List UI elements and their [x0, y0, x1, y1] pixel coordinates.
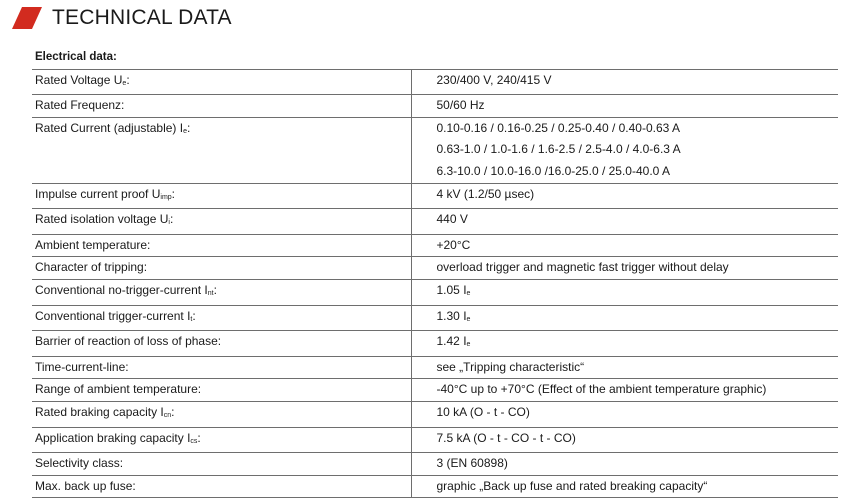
spec-label-subscript: cn — [163, 411, 172, 419]
spec-label-text: Application braking capacity I — [35, 430, 191, 445]
spec-value-text: overload trigger and magnetic fast trigger without delay — [436, 260, 729, 275]
spec-label-text: Rated braking capacity I — [35, 404, 164, 419]
spec-label — [32, 356, 411, 379]
page-title: TECHNICAL DATA — [52, 6, 232, 29]
spec-value-line — [437, 257, 839, 279]
spec-value-subscript: e — [466, 315, 471, 323]
spec-label-text: Range of ambient temperature: — [35, 382, 202, 397]
spec-value-line — [437, 331, 839, 356]
spec-label-subscript: e — [183, 127, 187, 135]
spec-value-line — [437, 357, 839, 379]
spec-value-line — [437, 453, 839, 475]
spec-value-line — [437, 70, 839, 92]
spec-label-suffix: : — [186, 120, 191, 135]
spec-value — [411, 453, 838, 476]
spec-row — [32, 209, 838, 235]
spec-label — [32, 117, 411, 183]
spec-row — [32, 331, 838, 357]
spec-label-suffix: : — [169, 212, 174, 227]
spec-label — [32, 331, 411, 357]
spec-value — [411, 117, 838, 183]
spec-label-suffix: : — [192, 308, 196, 323]
spec-value-subscript: e — [466, 341, 471, 349]
spec-label — [32, 279, 411, 305]
spec-value — [411, 401, 838, 427]
spec-value-text: 1.05 I — [436, 282, 467, 297]
spec-label-text: Barrier of reaction of loss of phase: — [35, 334, 222, 349]
spec-value-text: 6.3-10.0 / 10.0-16.0 /16.0-25.0 / 25.0-40.0 A — [436, 163, 671, 178]
spec-label-text: Rated isolation voltage U — [35, 212, 169, 227]
spec-value — [411, 356, 838, 379]
spec-label-text: Rated Current (adjustable) I — [35, 120, 184, 135]
spec-value-line — [437, 118, 839, 140]
spec-value-line — [437, 95, 839, 117]
spec-value-text: 230/400 V, 240/415 V — [436, 72, 552, 87]
spec-label-text: Rated Voltage U — [35, 72, 123, 87]
spec-label — [32, 234, 411, 257]
spec-row — [32, 379, 838, 402]
spec-label-suffix: : — [126, 72, 130, 87]
spec-row — [32, 305, 838, 331]
spec-value-text: 0.63-1.0 / 1.0-1.6 / 1.6-2.5 / 2.5-4.0 / 4.0-6.3 A — [436, 142, 681, 157]
spec-label — [32, 401, 411, 427]
spec-value — [411, 427, 838, 453]
spec-label-text: Character of tripping: — [35, 260, 148, 275]
spec-label — [32, 257, 411, 280]
spec-label-text: Conventional no-trigger-current I — [35, 282, 208, 297]
spec-value — [411, 209, 838, 235]
spec-row — [32, 69, 838, 95]
spec-row — [32, 183, 838, 209]
spec-value-line — [437, 402, 839, 424]
spec-label-suffix: : — [213, 282, 217, 297]
spec-label-subscript: nt — [207, 289, 214, 297]
spec-value-line — [437, 209, 839, 231]
spec-value-line — [437, 428, 839, 450]
spec-label-subscript: t — [190, 315, 193, 323]
spec-label — [32, 379, 411, 402]
spec-value-text: 7.5 kA (O - t - CO - t - CO) — [436, 430, 576, 445]
spec-label-text: Selectivity class: — [35, 456, 124, 471]
spec-label — [32, 95, 411, 118]
spec-value-text: 10 kA (O - t - CO) — [436, 404, 530, 419]
spec-label-text: Ambient temperature: — [35, 237, 151, 252]
spec-row — [32, 356, 838, 379]
section-label: Electrical data: — [32, 47, 411, 69]
spec-value — [411, 331, 838, 357]
spec-label-suffix: : — [197, 430, 201, 445]
spec-value-line — [437, 235, 839, 257]
section-header — [12, 5, 232, 31]
spec-label-text: Conventional trigger-current I — [35, 308, 191, 323]
spec-value-line — [437, 379, 839, 401]
spec-value-line — [437, 280, 839, 305]
spec-value-line — [437, 161, 839, 183]
spec-value-line — [437, 306, 839, 331]
spec-label-suffix: : — [171, 404, 175, 419]
spec-value — [411, 279, 838, 305]
spec-value — [411, 183, 838, 209]
spec-value-text: 50/60 Hz — [436, 98, 485, 113]
spec-row — [32, 279, 838, 305]
spec-label — [32, 427, 411, 453]
spec-label — [32, 209, 411, 235]
spec-value — [411, 257, 838, 280]
spec-label — [32, 453, 411, 476]
spec-value-line — [437, 184, 839, 206]
spec-label — [32, 183, 411, 209]
technical-data-table — [32, 47, 838, 498]
spec-label-subscript: e — [122, 79, 127, 87]
spec-value-text: +20°C — [436, 237, 471, 252]
spec-label-subscript: cs — [190, 437, 198, 445]
spec-label-text: Max. back up fuse: — [35, 478, 136, 493]
spec-row — [32, 427, 838, 453]
spec-row — [32, 453, 838, 476]
section-row — [32, 47, 838, 69]
spec-value — [411, 95, 838, 118]
spec-label — [32, 305, 411, 331]
spec-value-text: 3 (EN 60898) — [436, 456, 508, 471]
spec-value — [411, 234, 838, 257]
spec-row — [32, 234, 838, 257]
red-slash-icon — [12, 7, 42, 29]
spec-label-text: Time-current-line: — [35, 359, 129, 374]
spec-label-subscript: i — [168, 219, 170, 227]
spec-value-text: 0.10-0.16 / 0.16-0.25 / 0.25-0.40 / 0.40-0.63 A — [436, 120, 681, 135]
spec-value-text: 4 kV (1.2/50 µsec) — [436, 186, 535, 201]
spec-value-text: 440 V — [436, 212, 468, 227]
section-spacer — [411, 47, 838, 69]
spec-value-text: 1.30 I — [436, 308, 467, 323]
spec-row — [32, 401, 838, 427]
spec-value — [411, 69, 838, 95]
spec-label-subscript: imp — [160, 193, 172, 201]
spec-value-subscript: e — [466, 289, 471, 297]
spec-value-text: 1.42 I — [436, 334, 467, 349]
spec-label-text: Impulse current proof U — [35, 186, 161, 201]
spec-value — [411, 379, 838, 402]
spec-label-suffix: : — [171, 186, 176, 201]
spec-value-line — [437, 139, 839, 161]
spec-value — [411, 305, 838, 331]
spec-value-text: see „Tripping characteristic“ — [436, 359, 585, 374]
spec-label — [32, 69, 411, 95]
spec-row — [32, 95, 838, 118]
spec-row — [32, 117, 838, 183]
spec-row — [32, 257, 838, 280]
spec-value-text: graphic „Back up fuse and rated breaking capacity“ — [436, 478, 708, 493]
spec-value-text: -40°C up to +70°C (Effect of the ambient temperature graphic) — [436, 382, 767, 397]
spec-label-text: Rated Frequenz: — [35, 98, 125, 113]
